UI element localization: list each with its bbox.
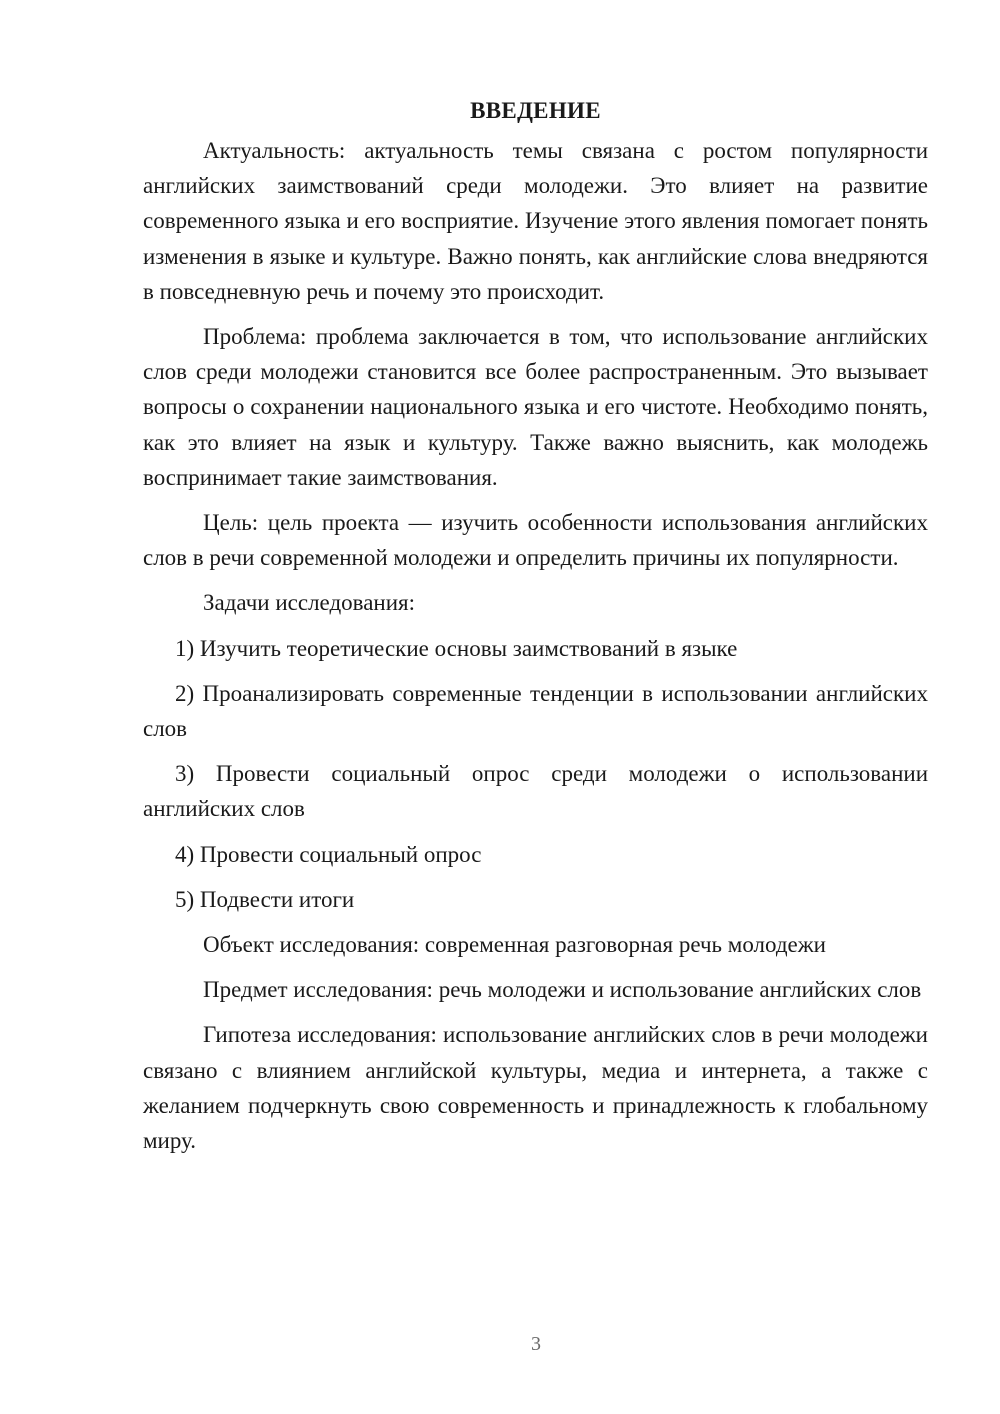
problem-paragraph: Проблема: проблема заключается в том, что использование английских слов среди молодежи становится все более распространенным. Это вызывает вопросы о сохранении национального языка и его чистоте. Необходимо понять, как это влияет на язык и культуру. Также важно выяснить, как молодежь воспринимает такие заимствования. (143, 324, 928, 490)
hypothesis-paragraph: Гипотеза исследования: использование английских слов в речи молодежи связано с влиянием английской культуры, медиа и интернета, а также с желанием подчеркнуть свою современность и принадлежность к глобальному миру. (143, 1022, 928, 1154)
section-heading: ВВЕДЕНИЕ (470, 98, 601, 123)
relevance-paragraph: Актуальность: актуальность темы связана с ростом популярности английских заимствований среди молодежи. Это влияет на развитие современного языка и его восприятие. Изучение этого явления помогает понять изменения в языке и культуре. Важно понять, как английские слова внедряются в повседневную речь и почему это происходит. (143, 138, 928, 304)
goal-paragraph: Цель: цель проекта — изучить особенности использования английских слов в речи современной молодежи и определить причины их популярности. (143, 510, 928, 571)
object-paragraph: Объект исследования: современная разговорная речь молодежи (203, 932, 826, 958)
subject-paragraph: Предмет исследования: речь молодежи и использование английских слов (203, 977, 922, 1003)
task-item-3: 3) Провести социальный опрос среди молодежи о использовании английских слов (143, 761, 928, 822)
document-body (143, 93, 928, 1168)
page-number: 3 (531, 1333, 541, 1355)
task-item-5: 5) Подвести итоги (175, 886, 355, 912)
tasks-intro: Задачи исследования: (203, 590, 416, 616)
task-item-2: 2) Проанализировать современные тенденции в использовании английских слов (143, 680, 928, 742)
task-item-1: 1) Изучить теоретические основы заимствований в языке (175, 635, 738, 661)
task-item-4: 4) Провести социальный опрос (175, 841, 482, 867)
